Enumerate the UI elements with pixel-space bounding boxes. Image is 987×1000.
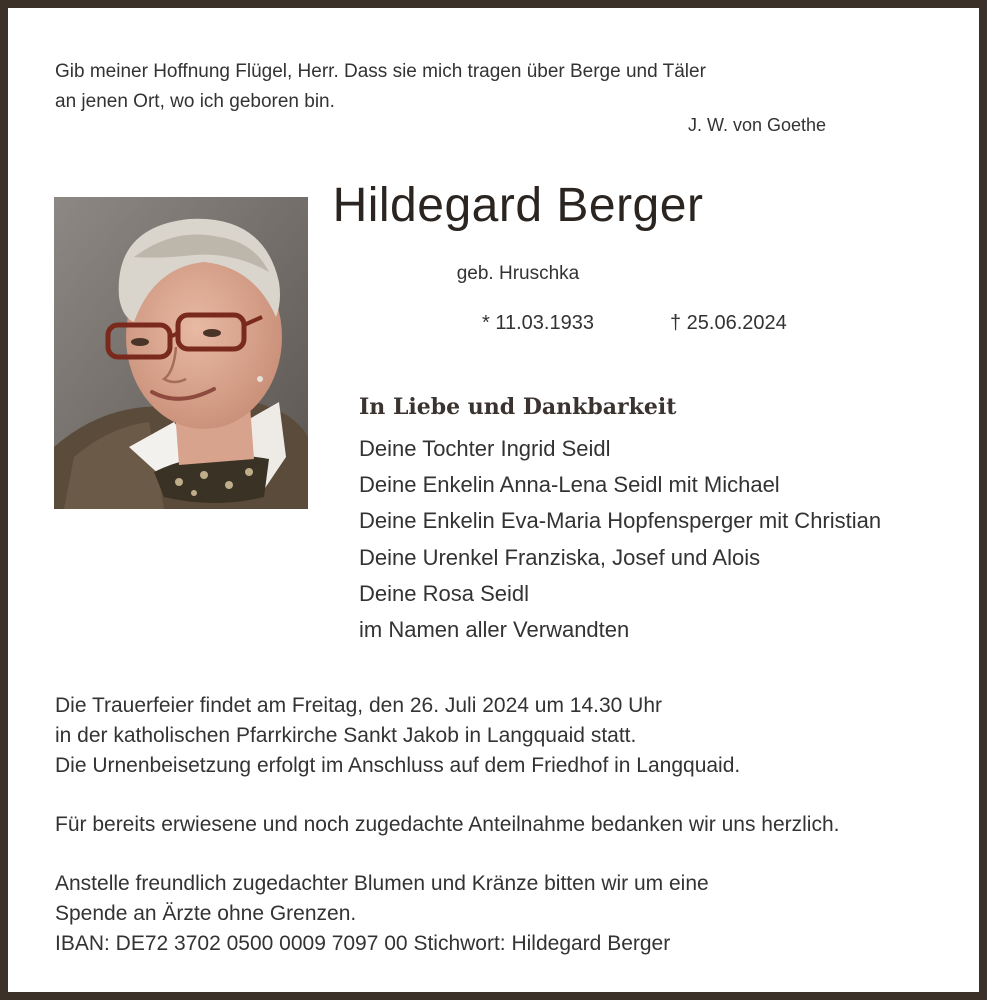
donation-iban: IBAN: DE72 3702 0500 0009 7097 00 Stichwort: Hildegard Berger <box>55 932 671 955</box>
mourner-entry: Deine Enkelin Eva-Maria Hopfensperger mit Christian <box>359 508 882 534</box>
quote-author: J. W. von Goethe <box>688 115 827 135</box>
birth-date: * 11.03.1933 <box>482 312 594 334</box>
quote-line: Gib meiner Hoffnung Flügel, Herr. Dass sie mich tragen über Berge und Täler <box>55 61 706 82</box>
quote <box>55 57 706 117</box>
maiden-name: geb. Hruschka <box>456 263 580 284</box>
mourners-list <box>359 431 881 648</box>
mourner-entry: Deine Tochter Ingrid Seidl <box>359 436 611 461</box>
deceased-name: Hildegard Berger <box>332 179 704 232</box>
donation-line: Anstelle freundlich zugedachter Blumen und Kränze bitten wir um eine <box>55 872 709 895</box>
thanks-text: Für bereits erwiesene und noch zugedachte Anteilnahme bedanken wir uns herzlich. <box>55 813 840 836</box>
donation-line: Spende an Ärzte ohne Grenzen. <box>55 902 357 925</box>
mourner-entry: Deine Urenkel Franziska, Josef und Alois <box>359 544 761 570</box>
death-date: † 25.06.2024 <box>670 312 787 334</box>
quote-line: an jenen Ort, wo ich geboren bin. <box>55 91 335 112</box>
funeral-info <box>55 691 740 781</box>
mourner-entry: Deine Rosa Seidl <box>359 580 529 606</box>
portrait-photo <box>54 197 308 509</box>
mourner-entry: im Namen aller Verwandten <box>359 617 630 643</box>
funeral-line: Die Trauerfeier findet am Freitag, den 26. Juli 2024 um 14.30 Uhr <box>55 694 662 717</box>
mourner-entry: Deine Enkelin Anna-Lena Seidl mit Michael <box>359 472 780 498</box>
funeral-line: Die Urnenbeisetzung erfolgt im Anschluss auf dem Friedhof in Langquaid. <box>55 754 741 777</box>
funeral-line: in der katholischen Pfarrkirche Sankt Jakob in Langquaid statt. <box>55 724 637 747</box>
mourners-heading: In Liebe und Dankbarkeit <box>359 394 677 420</box>
donation-info <box>55 869 709 959</box>
